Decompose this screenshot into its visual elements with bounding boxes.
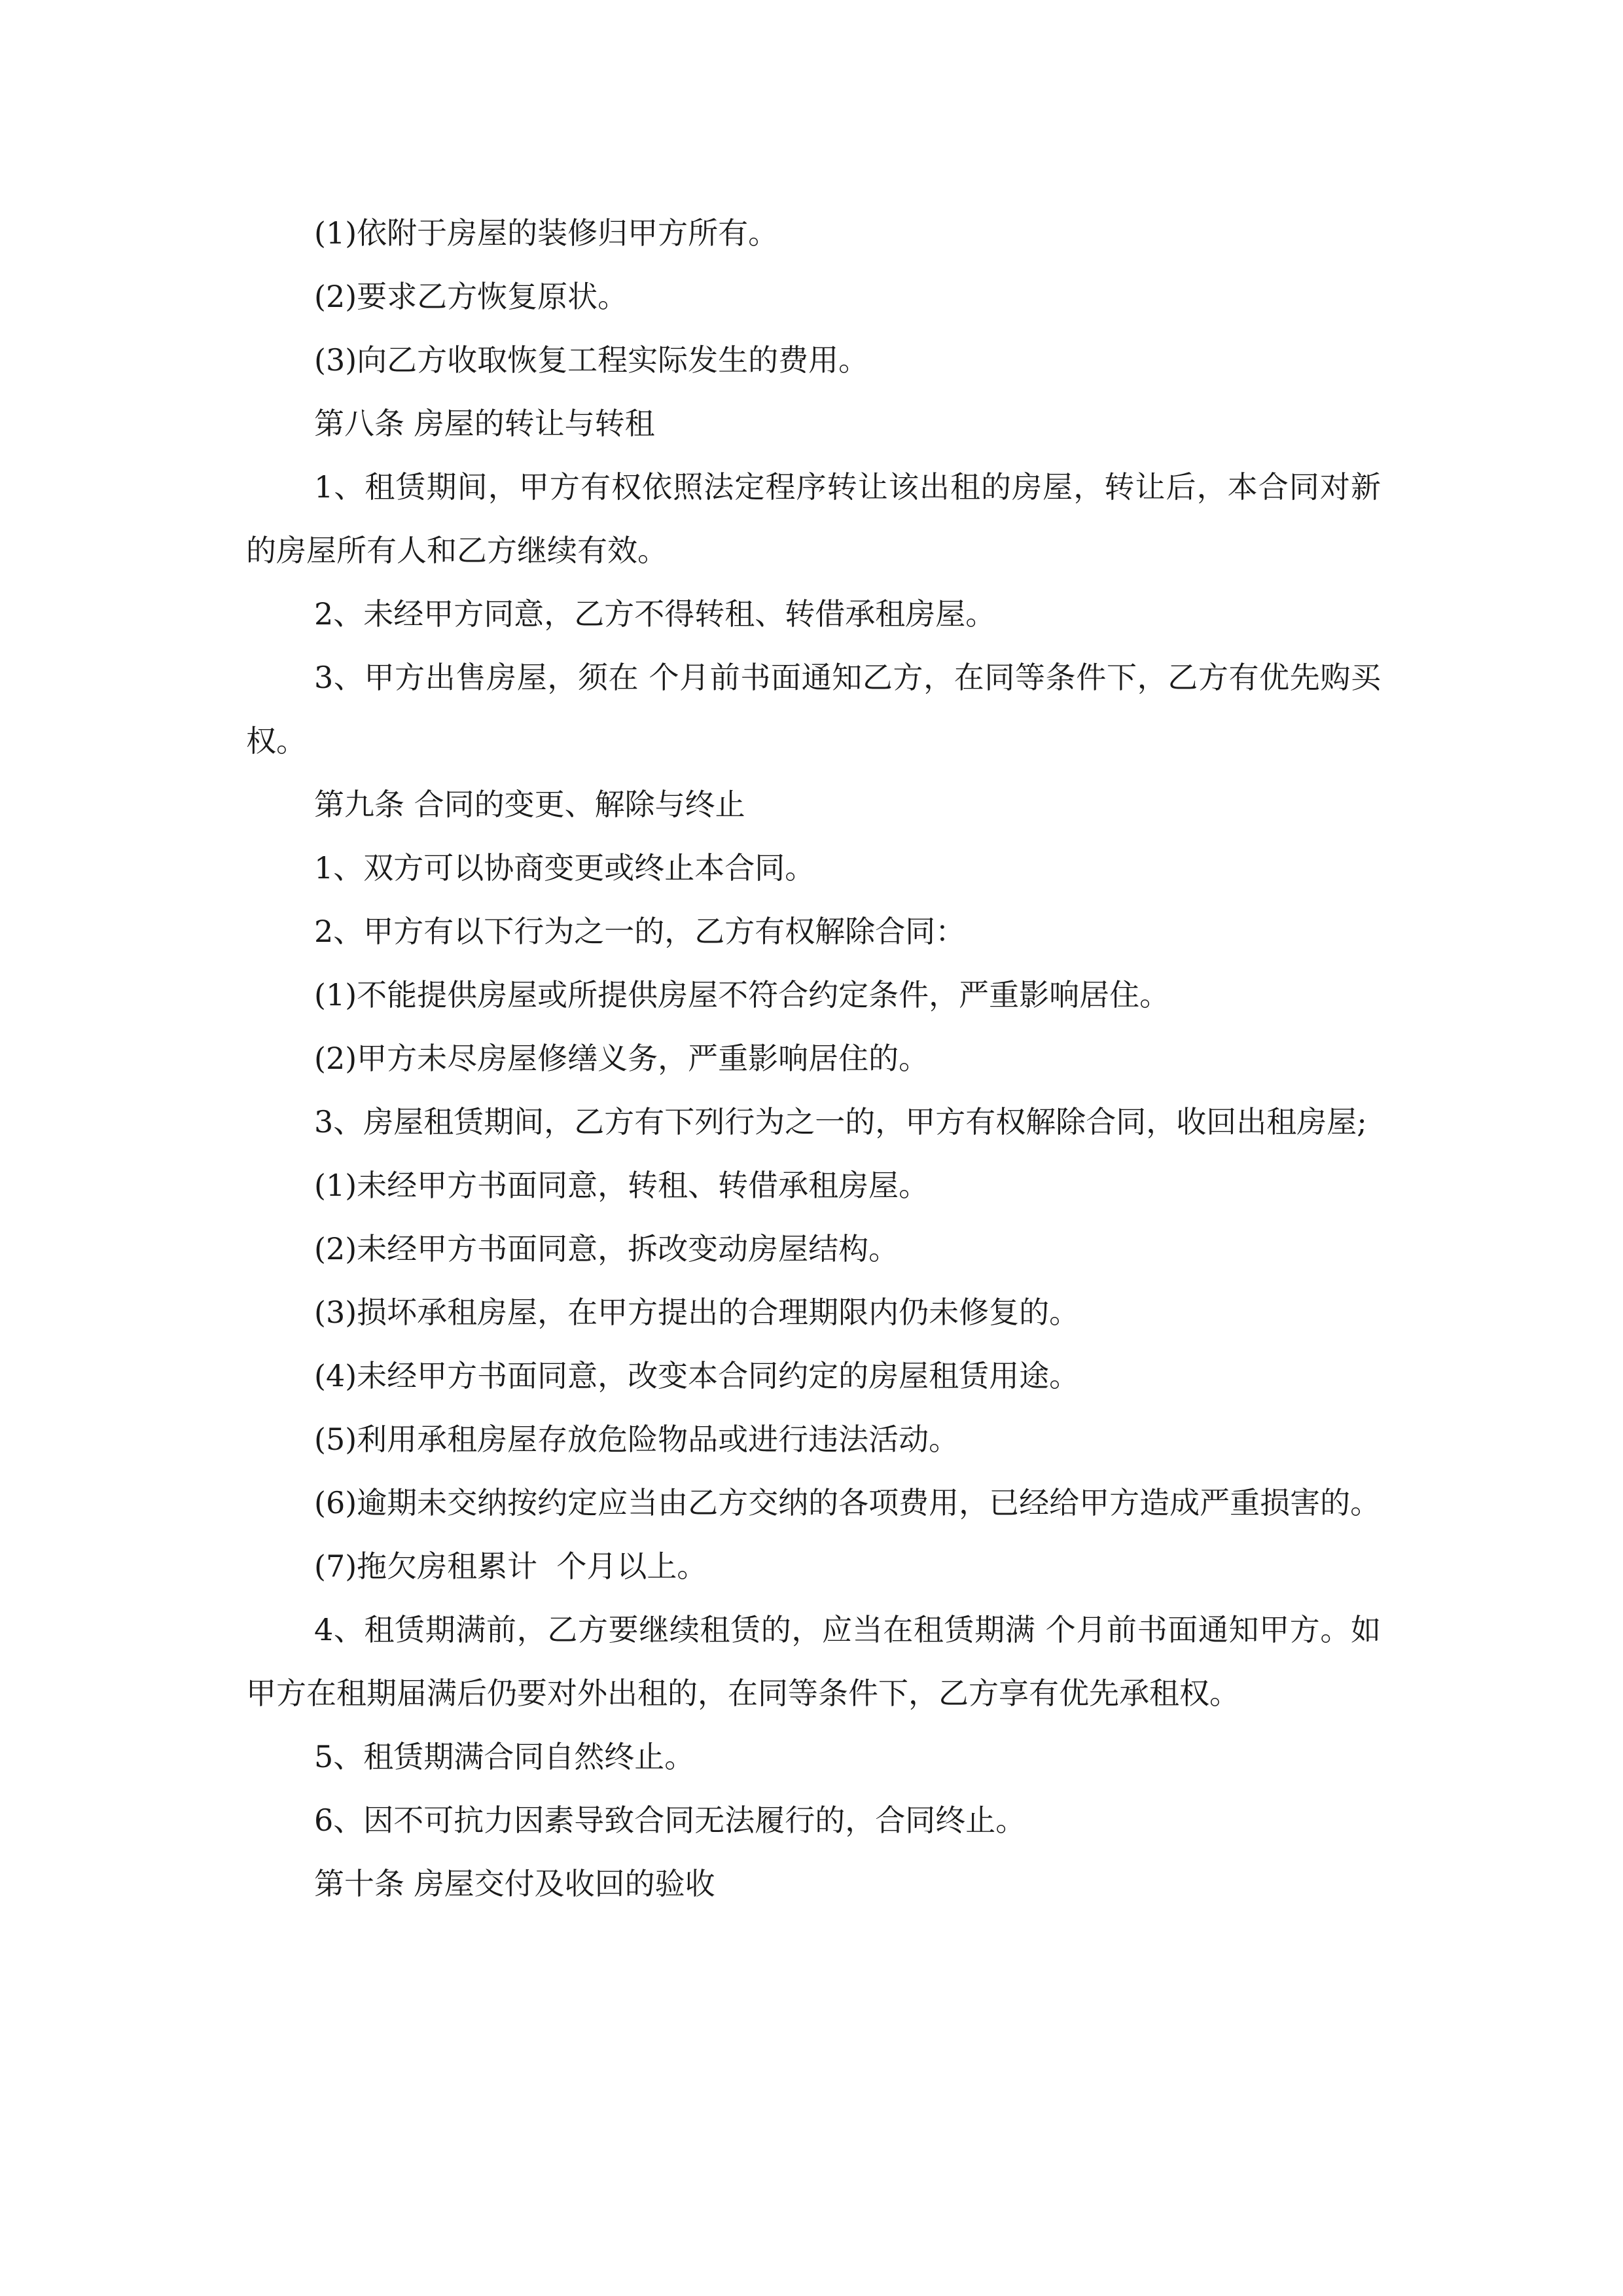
clause-paragraph: 2、未经甲方同意，乙方不得转租、转借承租房屋。 xyxy=(314,596,996,632)
document-body xyxy=(246,202,1381,1916)
clause-paragraph: 1、双方可以协商变更或终止本合同。 xyxy=(314,850,815,886)
clause-item: (1)不能提供房屋或所提供房屋不符合约定条件，严重影响居住。 xyxy=(314,977,1170,1013)
clause-item: (3)损坏承租房屋，在甲方提出的合理期限内仍未修复的。 xyxy=(314,1295,1080,1330)
clause-paragraph: 5、租赁期满合同自然终止。 xyxy=(314,1739,695,1774)
article-heading: 第八条 房屋的转让与转租 xyxy=(314,406,655,441)
clause-item: (2)甲方未尽房屋修缮义务，严重影响居住的。 xyxy=(314,1041,929,1076)
clause-paragraph: 3、房屋租赁期间，乙方有下列行为之一的，甲方有权解除合同，收回出租房屋; xyxy=(314,1104,1367,1139)
clause-item: (7)拖欠房租累计 个月以上。 xyxy=(314,1549,707,1584)
clause-paragraph: 6、因不可抗力因素导致合同无法履行的，合同终止。 xyxy=(314,1803,1026,1838)
clause-item: (2)要求乙方恢复原状。 xyxy=(314,279,628,314)
clause-item: (5)利用承租房屋存放危险物品或进行违法活动。 xyxy=(314,1422,959,1457)
clause-item: (3)向乙方收取恢复工程实际发生的费用。 xyxy=(314,342,869,378)
clause-paragraph: 3、甲方出售房屋，须在 个月前书面通知乙方，在同等条件下，乙方有优先购买权。 xyxy=(246,660,1381,759)
clause-item: (4)未经甲方书面同意，改变本合同约定的房屋租赁用途。 xyxy=(314,1358,1080,1393)
article-heading: 第十条 房屋交付及收回的验收 xyxy=(314,1866,715,1901)
article-heading: 第九条 合同的变更、解除与终止 xyxy=(314,787,745,822)
clause-item: (1)依附于房屋的装修归甲方所有。 xyxy=(314,215,779,251)
clause-item: (6)逾期未交纳按约定应当由乙方交纳的各项费用，已经给甲方造成严重损害的。 xyxy=(314,1485,1381,1520)
clause-item: (2)未经甲方书面同意，拆改变动房屋结构。 xyxy=(314,1231,899,1266)
clause-item: (1)未经甲方书面同意，转租、转借承租房屋。 xyxy=(314,1168,929,1203)
clause-paragraph: 2、甲方有以下行为之一的，乙方有权解除合同： xyxy=(314,914,966,949)
clause-paragraph: 4、租赁期满前，乙方要继续租赁的，应当在租赁期满 个月前书面通知甲方。如甲方在租期届满后仍要对外出租的，在同等条件下，乙方享有优先承租权。 xyxy=(246,1612,1381,1711)
clause-paragraph: 1、租赁期间，甲方有权依照法定程序转让该出租的房屋，转让后，本合同对新的房屋所有人和乙方继续有效。 xyxy=(246,469,1381,568)
